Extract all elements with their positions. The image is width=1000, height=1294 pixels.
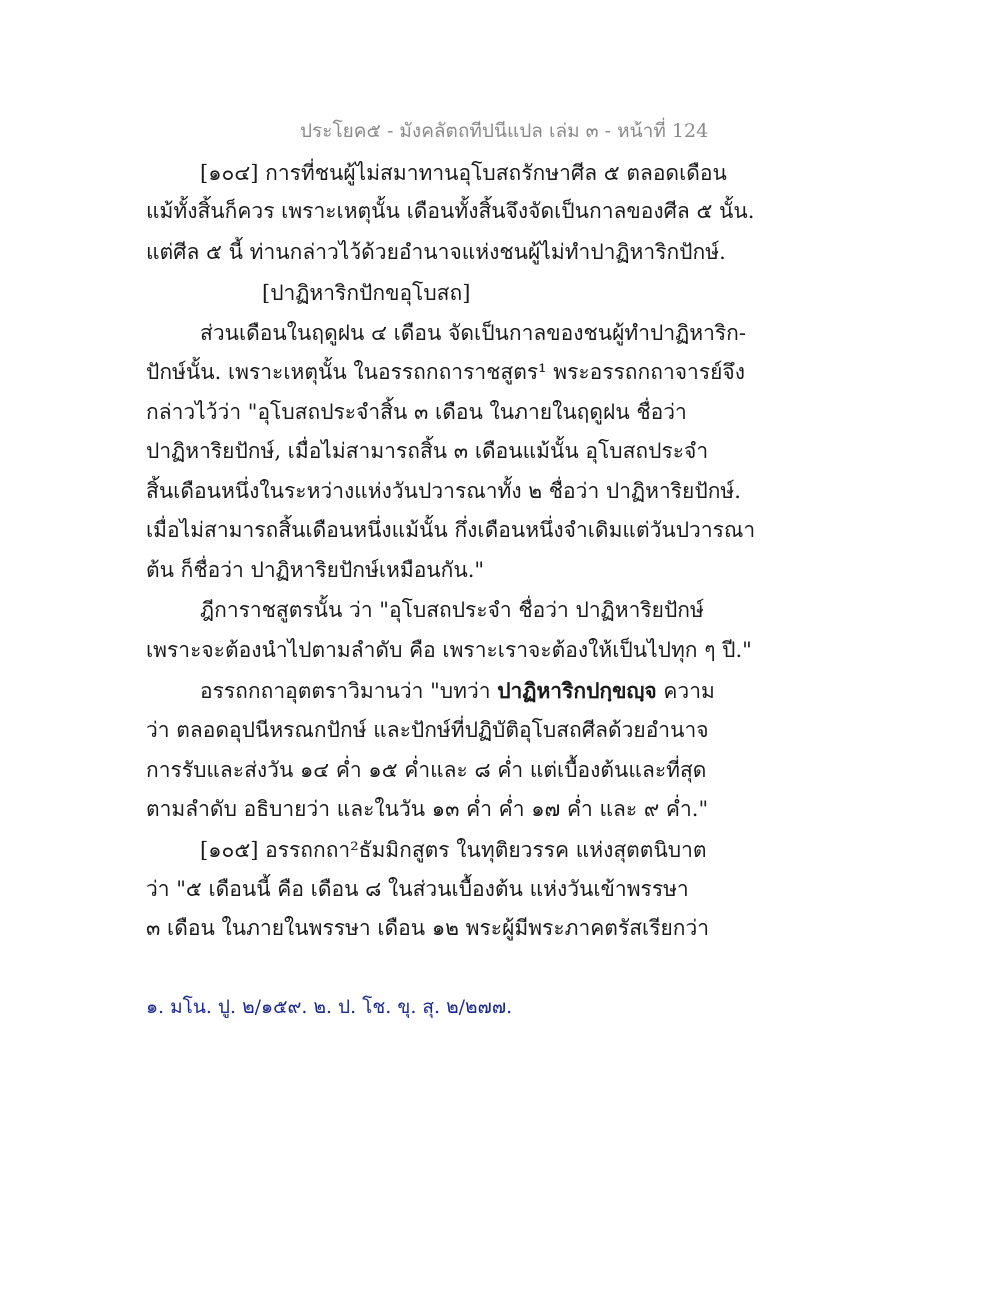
body-line: ปาฏิหาริยปักษ์, เมื่อไม่สามารถสิ้น ๓ เดือนแม้นั้น อุโบสถประจำ [146, 439, 709, 463]
footnote: ๑. มโน. ปู. ๒/๑๕๙. ๒. ป. โช. ขุ. สุ. ๒/๒๗๗. [146, 996, 513, 1018]
line-text: อรรถกถาอุตตราวิมานว่า "บทว่า [200, 679, 491, 703]
body-line: ปักษ์นั้น. เพราะเหตุนั้น ในอรรถกถาราชสูตร¹ พระอรรถกถาจารย์จึง [146, 360, 745, 384]
body-line: [๑๐๔] การที่ชนผู้ไม่สมาทานอุโบสถรักษาศีล ๕ ตลอดเดือน [200, 161, 727, 185]
body-line: ส่วนเดือนในฤดูฝน ๔ เดือน จัดเป็นกาลของชนผู้ทำปาฏิหาริก- [200, 321, 746, 345]
body-line: ต้น ก็ชื่อว่า ปาฏิหาริยปักษ์เหมือนกัน." [146, 558, 485, 582]
body-line: แม้ทั้งสิ้นก็ควร เพราะเหตุนั้น เดือนทั้งสิ้นจึงจัดเป็นกาลของศีล ๕ นั้น. [146, 199, 755, 223]
bold-term: ปาฏิหาริกปกฺขญฺจ [497, 678, 657, 703]
body-line: กล่าวไว้ว่า "อุโบสถประจำสิ้น ๓ เดือน ในภายในฤดูฝน ชื่อว่า [146, 400, 687, 424]
body-line: การรับและส่งวัน ๑๔ ค่ำ ๑๕ ค่ำและ ๘ ค่ำ แต่เบื้องต้นและที่สุด [146, 758, 707, 782]
body-line: ๓ เดือน ในภายในพรรษา เดือน ๑๒ พระผู้มีพระภาคตรัสเรียกว่า [146, 916, 710, 940]
body-line: ฎีการาชสูตรนั้น ว่า "อุโบสถประจำ ชื่อว่า ปาฏิหาริยปักษ์ [200, 598, 704, 622]
body-line: สิ้นเดือนหนึ่งในระหว่างแห่งวันปวารณาทั้ง ๒ ชื่อว่า ปาฏิหาริยปักษ์. [146, 479, 741, 503]
body-line: แต่ศีล ๕ นี้ ท่านกล่าวไว้ด้วยอำนาจแห่งชนผู้ไม่ทำปาฏิหาริกปักษ์. [146, 240, 726, 264]
body-line [200, 676, 715, 706]
body-line: ตามลำดับ อธิบายว่า และในวัน ๑๓ ค่ำ ค่ำ ๑๗ ค่ำ และ ๙ ค่ำ." [146, 797, 709, 821]
body-line: [๑๐๕] อรรถกถา²ธัมมิกสูตร ในทุติยวรรค แห่งสุตตนิบาต [200, 838, 707, 862]
section-heading: [ปาฏิหาริกปักขอุโบสถ] [262, 281, 471, 305]
line-text: ความ [663, 679, 715, 703]
body-line: เมื่อไม่สามารถสิ้นเดือนหนึ่งแม้นั้น กึ่งเดือนหนึ่งจำเดิมแต่วันปวารณา [146, 518, 756, 542]
page-header: ประโยค๕ - มังคลัตถทีปนีแปล เล่ม ๓ - หน้าที่ 124 [300, 120, 709, 142]
body-line: ว่า ตลอดอุปนีหรณกปักษ์ และปักษ์ที่ปฏิบัติอุโบสถศีลด้วยอำนาจ [146, 718, 709, 742]
body-line: เพราะจะต้องนำไปตามลำดับ คือ เพราะเราจะต้องให้เป็นไปทุก ๆ ปี." [146, 638, 752, 662]
body-line: ว่า "๕ เดือนนี้ คือ เดือน ๘ ในส่วนเบื้องต้น แห่งวันเข้าพรรษา [146, 877, 689, 901]
